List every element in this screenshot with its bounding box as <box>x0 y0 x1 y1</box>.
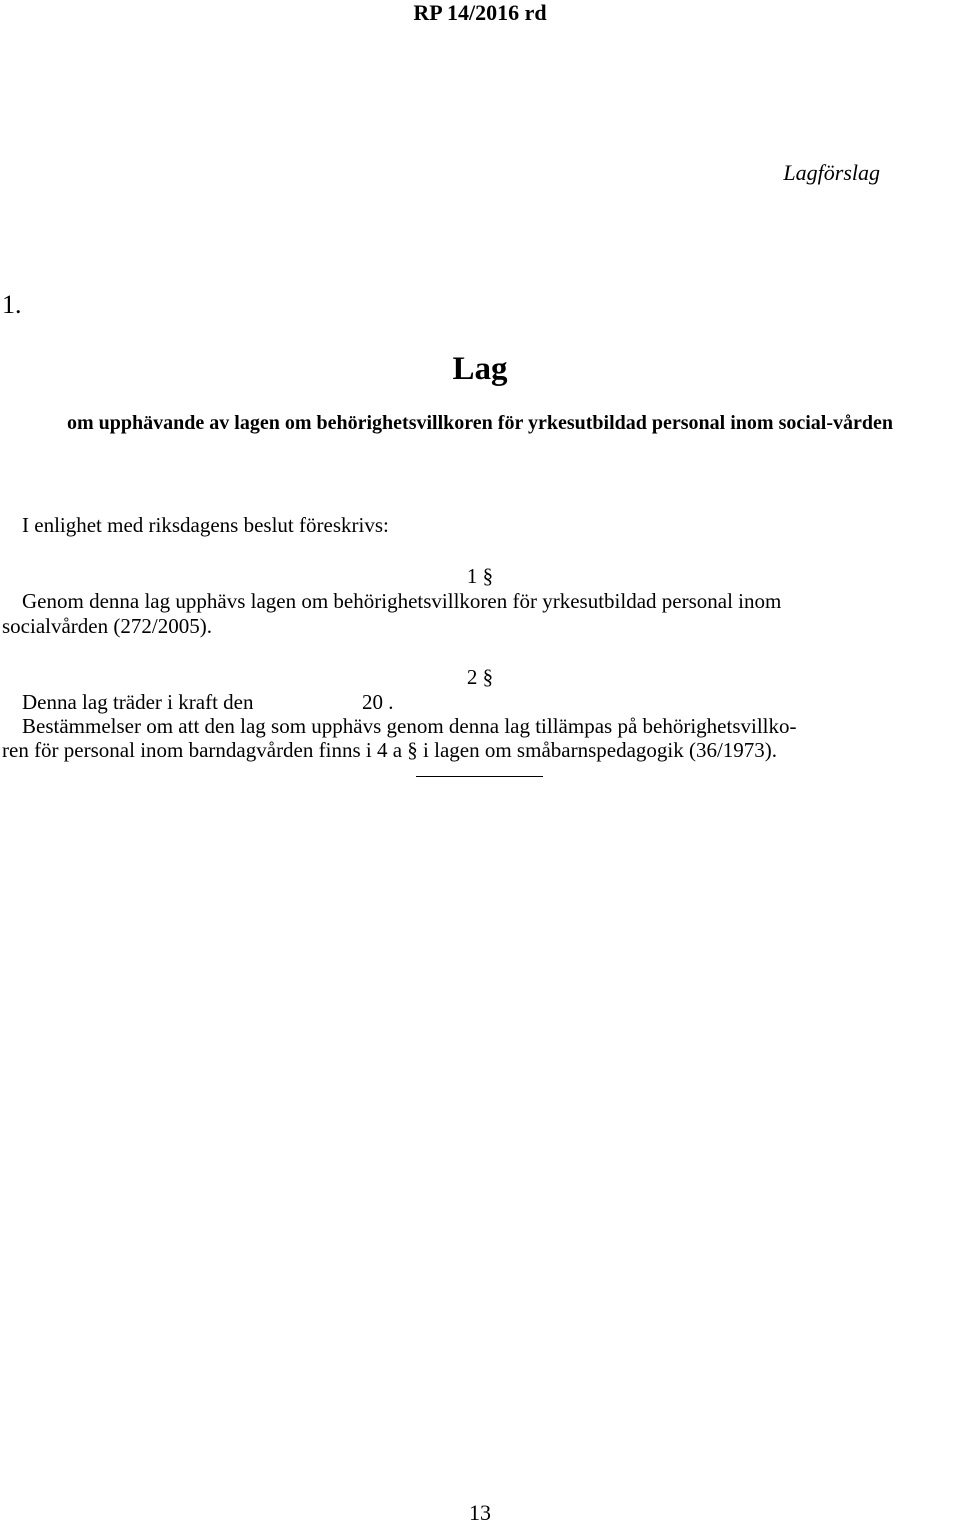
document-header: RP 14/2016 rd <box>413 0 547 25</box>
law-subtitle: om upphävande av lagen om behörighetsvillkoren för yrkesutbildad personal inom social-vården <box>66 412 893 434</box>
law-number: 1. <box>2 290 22 319</box>
preamble: I enlighet med riksdagens beslut föreskrivs: <box>22 513 389 537</box>
section-2-heading: 2 § <box>466 665 494 689</box>
section-1-text-line-2: socialvården (272/2005). <box>2 614 212 638</box>
law-title: Lag <box>452 351 508 387</box>
page-number: 13 <box>469 1500 491 1525</box>
section-1-text-line-1: Genom denna lag upphävs lagen om behörighetsvillkoren för yrkesutbildad personal inom <box>22 589 782 613</box>
section-2-text-line-3: ren för personal inom barndagvården finns i 4 a § i lagen om småbarnspedagogik (36/1973). <box>2 738 778 762</box>
section-2-text-line-1: Denna lag träder i kraft den <box>22 690 254 714</box>
closing-divider <box>416 776 543 777</box>
section-2-text-line-2: Bestämmelser om att den lag som upphävs genom denna lag tillämpas på behörighetsvillko- <box>22 714 797 738</box>
section-1-heading: 1 § <box>466 564 494 588</box>
section-2-entry-year: 20 . <box>362 690 394 714</box>
proposal-label: Lagförslag <box>783 160 880 185</box>
